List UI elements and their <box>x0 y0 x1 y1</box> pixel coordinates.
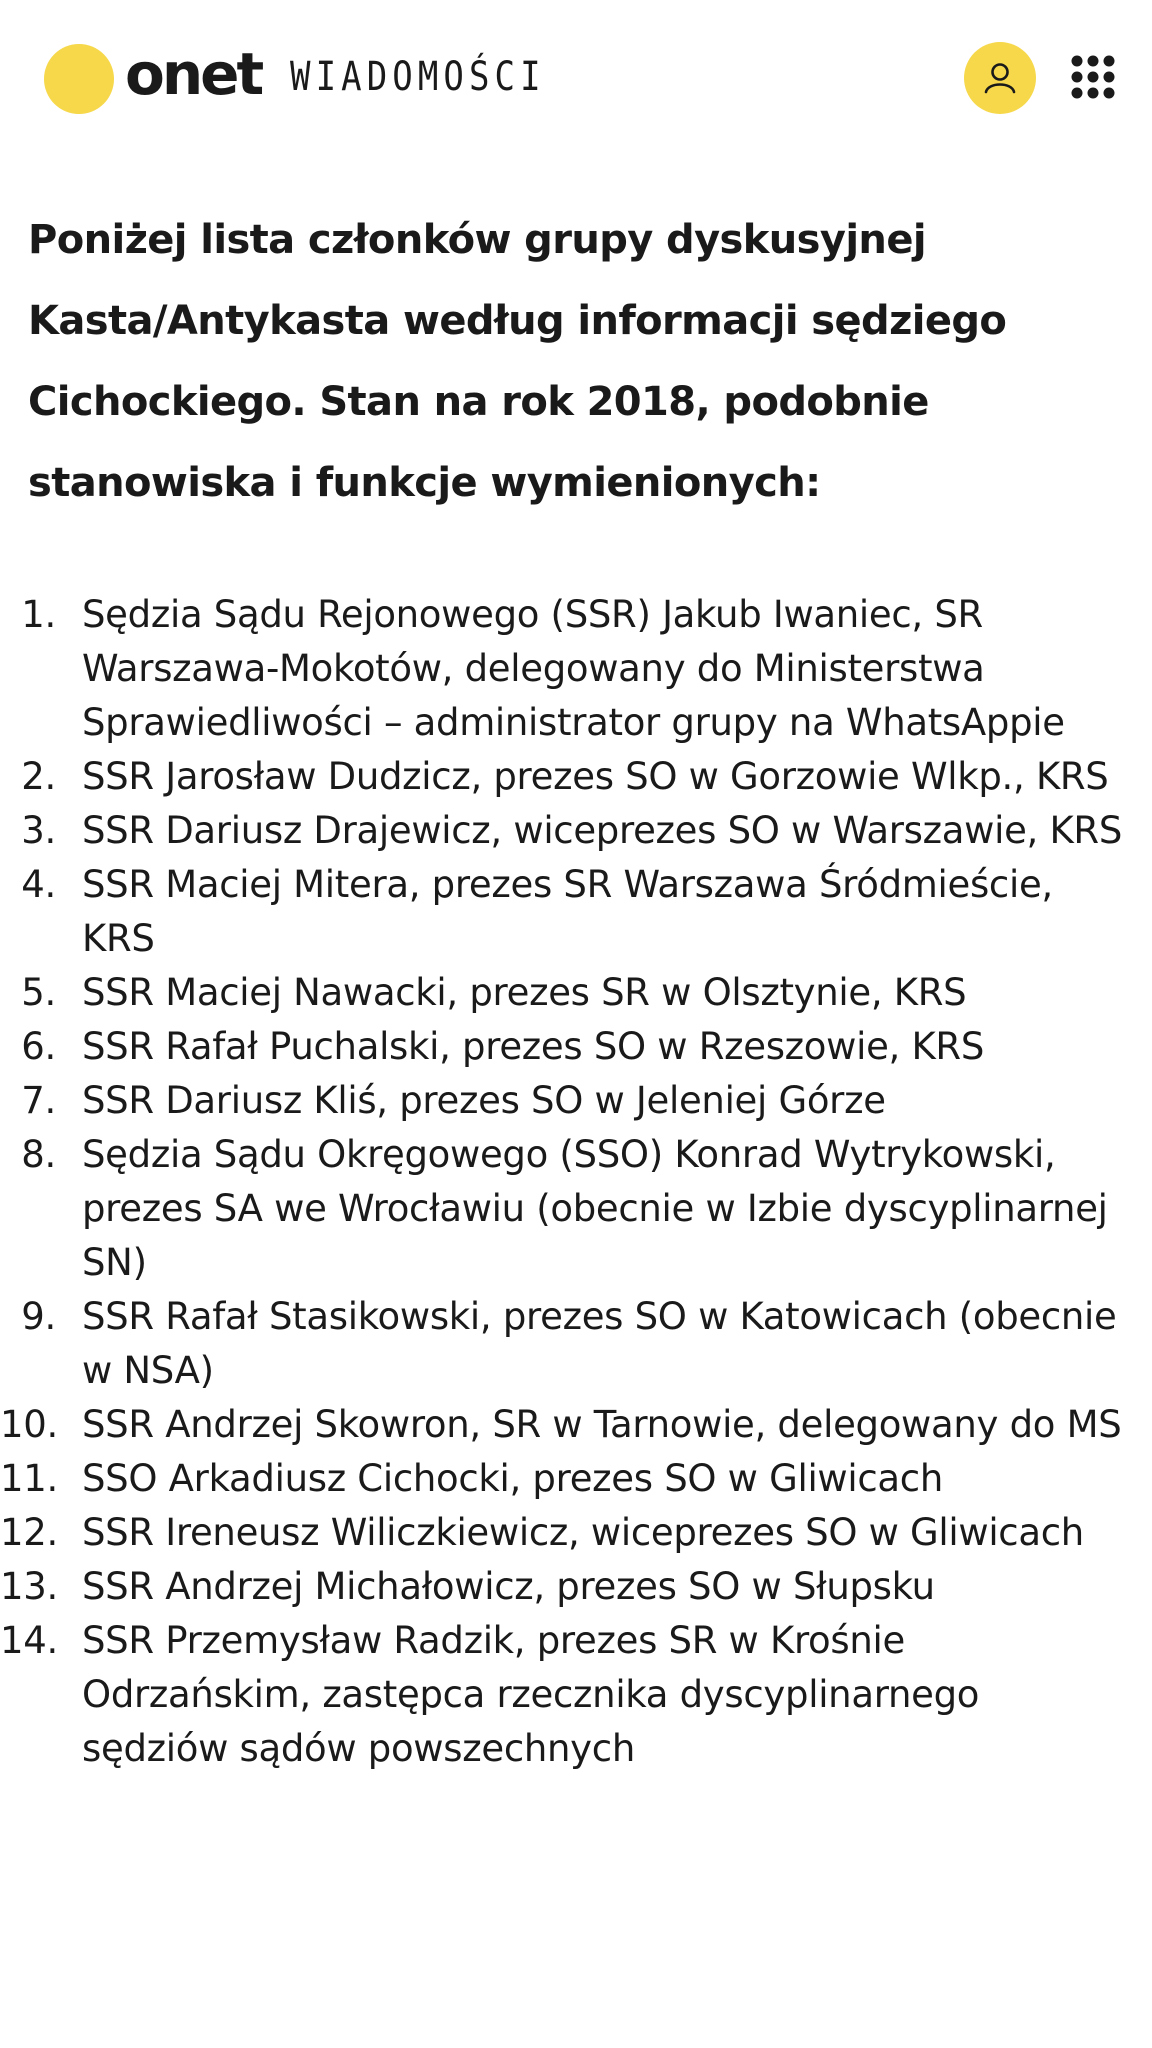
list-number: 12. <box>0 1511 58 1554</box>
list-number: 1. <box>21 593 56 636</box>
list-text: SSR Maciej Nawacki, prezes SR w Olsztynie, KRS <box>82 971 967 1014</box>
list-number: 10. <box>0 1403 58 1446</box>
list-text: Sędzia Sądu Okręgowego (SSO) Konrad Wytrykowski, prezes SA we Wrocławiu (obecnie w Izbie dyscyplinarnej SN) <box>82 1133 1108 1284</box>
list-text: SSO Arkadiusz Cichocki, prezes SO w Gliwicach <box>82 1457 943 1500</box>
list-item <box>0 1128 1130 1290</box>
list-text: SSR Maciej Mitera, prezes SR Warszawa Śródmieście, KRS <box>82 863 1053 960</box>
list-item <box>0 858 1130 966</box>
list-text: SSR Dariusz Kliś, prezes SO w Jeleniej Górze <box>82 1079 886 1122</box>
list-item <box>0 1614 1130 1776</box>
list-number: 4. <box>21 863 56 906</box>
onet-logo-dot[interactable] <box>44 44 114 114</box>
list-item <box>0 804 1130 858</box>
user-icon <box>982 60 1018 96</box>
list-item <box>0 588 1130 750</box>
list-number: 2. <box>21 755 56 798</box>
member-list <box>0 588 1130 1776</box>
top-header <box>0 0 1152 160</box>
list-text: Sędzia Sądu Rejonowego (SSR) Jakub Iwaniec, SR Warszawa-Mokotów, delegowany do Ministerstwa Sprawiedliwości – administrator grupy na WhatsAppie <box>82 593 1065 744</box>
grid-dots-icon <box>1070 54 1116 100</box>
list-item <box>0 750 1130 804</box>
list-item <box>0 1398 1130 1452</box>
list-text: SSR Dariusz Drajewicz, wiceprezes SO w Warszawie, KRS <box>82 809 1123 852</box>
section-title[interactable]: WIADOMOŚCI <box>290 54 546 100</box>
user-account-button[interactable] <box>964 42 1036 114</box>
list-number: 5. <box>21 971 56 1014</box>
list-number: 6. <box>21 1025 56 1068</box>
list-item <box>0 966 1130 1020</box>
list-text: SSR Jarosław Dudzicz, prezes SO w Gorzowie Wlkp., KRS <box>82 755 1109 798</box>
list-number: 7. <box>21 1079 56 1122</box>
list-number: 3. <box>21 809 56 852</box>
article-intro: Poniżej lista członków grupy dyskusyjnej Kasta/Antykasta według informacji sędziego Cichockiego. Stan na rok 2018, podobnie stanowiska i funkcje wymienionych: <box>28 217 1007 506</box>
list-number: 13. <box>0 1565 58 1608</box>
list-text: SSR Rafał Puchalski, prezes SO w Rzeszowie, KRS <box>82 1025 985 1068</box>
list-item <box>0 1020 1130 1074</box>
list-number: 9. <box>21 1295 56 1338</box>
list-item <box>0 1506 1130 1560</box>
apps-menu-button[interactable] <box>1070 54 1116 100</box>
list-number: 8. <box>21 1133 56 1176</box>
list-item <box>0 1290 1130 1398</box>
list-text: SSR Ireneusz Wiliczkiewicz, wiceprezes SO w Gliwicach <box>82 1511 1084 1554</box>
onet-logo[interactable]: onet <box>125 40 262 108</box>
list-number: 14. <box>0 1619 58 1662</box>
list-text: SSR Andrzej Skowron, SR w Tarnowie, delegowany do MS <box>82 1403 1122 1446</box>
list-item <box>0 1452 1130 1506</box>
list-number: 11. <box>0 1457 58 1500</box>
list-item <box>0 1560 1130 1614</box>
list-item <box>0 1074 1130 1128</box>
list-text: SSR Andrzej Michałowicz, prezes SO w Słupsku <box>82 1565 935 1608</box>
list-text: SSR Przemysław Radzik, prezes SR w Krośnie Odrzańskim, zastępca rzecznika dyscyplinarnego sędziów sądów powszechnych <box>82 1619 980 1770</box>
list-text: SSR Rafał Stasikowski, prezes SO w Katowicach (obecnie w NSA) <box>82 1295 1117 1392</box>
